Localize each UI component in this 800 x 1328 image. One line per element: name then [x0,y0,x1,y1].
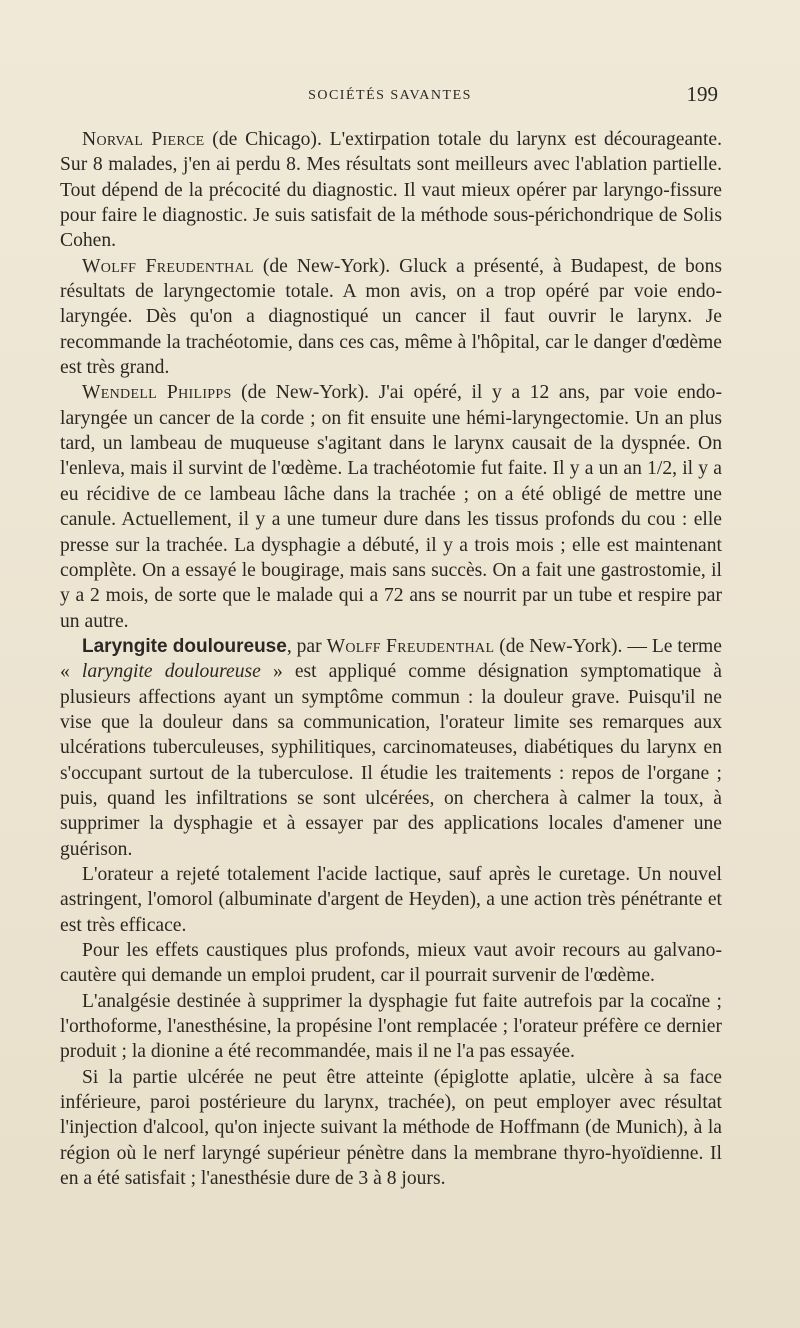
running-title: SOCIÉTÉS SAVANTES [308,88,472,103]
speaker-name: Wolff Freudenthal [82,255,254,277]
page-header [60,82,720,112]
paragraph-laryngite-douloureuse [60,634,722,862]
italic-term: laryngite douloureuse [81,661,261,683]
paragraph-acide-lactique: L'orateur a rejeté totalement l'acide lactique, sauf après le curetage. Un nouvel astringent, l'omorol (albuminate d'argent de Heyden), a une action très pénétrante et est très efficace. [60,863,722,936]
paragraph-wolff-freudenthal [60,254,722,381]
paragraph-wendell-philipps [60,380,722,633]
paragraph-effets-caustiques: Pour les effets caustiques plus profonds, mieux vaut avoir recours au galvano-cautère qui demande un emploi prudent, car il pourrait survenir de l'œdème. [60,940,722,987]
speaker-name: Wolff Freudenthal [326,635,495,657]
paragraph-text-lead: (de New-York). — Le terme « [60,635,722,683]
heading-by: , par [286,635,327,657]
body-text [60,127,722,1191]
paragraph-text: » est appliqué comme désignation symptomatique à plusieurs affections ayant un symptôme commun : la douleur grave. Puisqu'il ne vise que la douleur dans sa communication, l'orateur limite ses remarques aux ulcérations tuberculeuses, syphilitiques, carcinomateuses, diabétiques du larynx en s'occupant surtout de la tuberculose. Il étudie les traitements : repos de l'organe ; puis, quand les infiltrations se sont ulcérées, on cherchera à calmer la toux, à supprimer la dysphagie et à essayer par des applications locales d'amener une guérison. [60,661,722,860]
speaker-name: Wendell Philipps [82,382,232,404]
paragraph-text: (de New-York). J'ai opéré, il y a 12 ans, par voie endo-laryngée un cancer de la corde ; on fit ensuite une hémi-laryngectomie. Un an plus tard, un lambeau de muqueuse s'agitant dans le larynx causait de la dyspnée. On l'enleva, mais il survint de l'œdème. La trachéotomie fut faite. Il y a un an 1/2, il y a eu récidive de ce lambeau lâche dans la trachée ; on a été obligé de mettre une canule. Actuellement, il y a une tumeur dure dans les tissus profonds du cou : elle presse sur la trachée. La dysphagie a débuté, il y a trois mois ; elle est maintenant complète. On a essayé le bougirage, mais sans succès. On a fait une gastrostomie, il y a 2 mois, de sorte que le malade qui a 72 ans se nourrit par un tube et respire par un autre. [60,382,722,632]
speaker-name: Norval Pierce [82,129,205,150]
paragraph-text: (de New-York). Gluck a présenté, à Budapest, de bons résultats de laryngectomie totale. A mon avis, on a trop opéré par voie endo-laryngée. Dès qu'on a diagnostiqué un cancer il faut ouvrir le larynx. Je recommande la trachéotomie, dans ces cas, même à l'hôpital, car le danger d'œdème est très grand. [60,255,722,379]
page-number: 199 [686,82,718,106]
paragraph-text: (de Chicago). L'extirpation totale du larynx est décourageante. Sur 8 malades, j'en ai perdu 8. Mes résultats sont meilleurs avec l'ablation partielle. Tout dépend de la précocité du diagnostic. Il vaut mieux opérer par laryngo-fissure pour faire le diagnostic. Je suis satisfait de la méthode sous-périchondrique de Solis Cohen. [60,129,722,252]
section-heading: Laryngite douloureuse [82,635,287,657]
paragraph-analgesie: L'analgésie destinée à supprimer la dysphagie fut faite autrefois par la cocaïne ; l'orthoforme, l'anesthésine, la propésine l'ont remplacée ; l'orateur préfère ce dernier produit ; la dionine a été recommandée, mais il ne l'a pas essayée. [60,990,722,1063]
paragraph-partie-ulceree: Si la partie ulcérée ne peut être atteinte (épiglotte aplatie, ulcère à sa face inférieure, paroi postérieure du larynx, trachée), on peut employer avec résultat l'injection d'alcool, qu'on injecte suivant la méthode de Hoffmann (de Munich), à la région où le nerf laryngé supérieur pénètre dans la membrane thyro-hyoïdienne. Il en a été satisfait ; l'anesthésie dure de 3 à 8 jours. [60,1066,722,1190]
paragraph-norval-pierce [60,127,722,254]
